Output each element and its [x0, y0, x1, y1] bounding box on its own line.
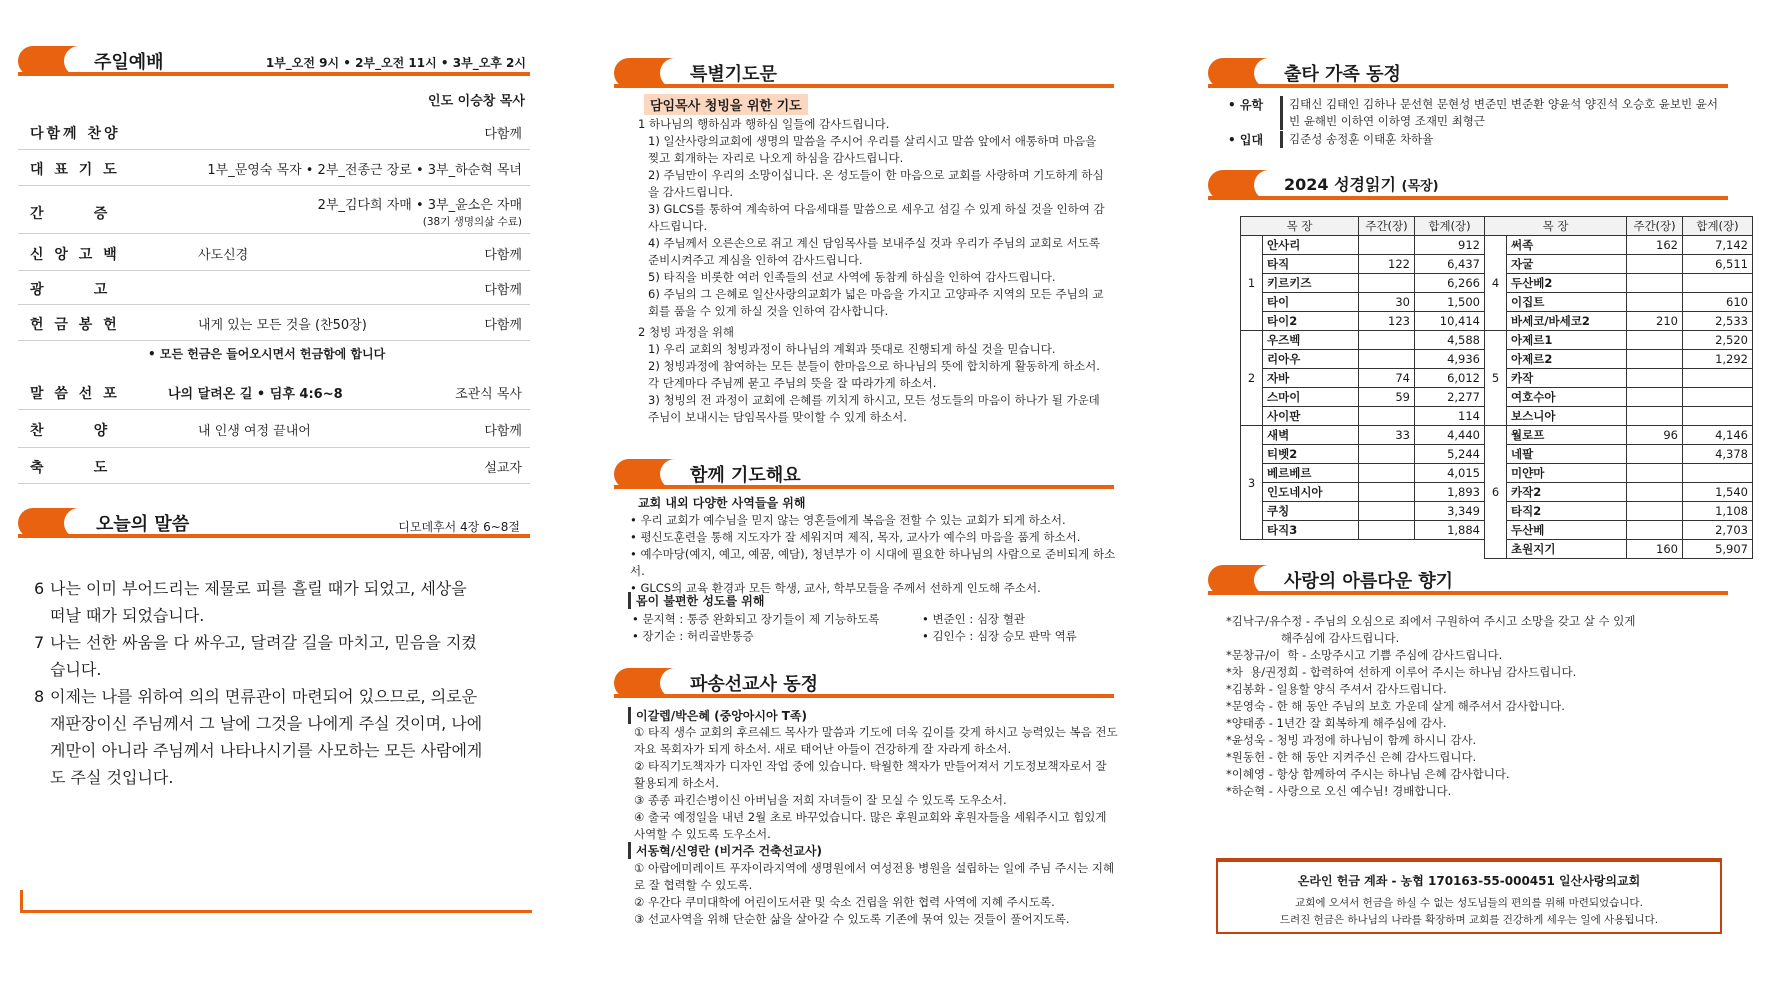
missionary-m2: 서동혁/신영란 (비거주 건축선교사) — [628, 842, 822, 859]
bible-weekly — [1627, 407, 1683, 426]
bible-mokjang: 카작 — [1507, 369, 1627, 388]
bible-mokjang: 새벽 — [1263, 426, 1359, 445]
worship-row-label: 간 증 — [30, 206, 111, 222]
bible-group: 4 — [1485, 236, 1507, 331]
bible-weekly — [1359, 502, 1415, 521]
bible-mokjang: 두산베 — [1507, 521, 1627, 540]
online-line1: 교회에 오셔서 헌금을 하실 수 없는 성도님들의 편의를 위해 마련되었습니다. — [1295, 897, 1643, 909]
prayer-item: 5) 타직을 비롯한 여러 인족들의 선교 사역에 동참케 하심을 인하여 감사드립니다. — [648, 270, 1056, 284]
worship-row-label: 신 앙 고 백 — [30, 246, 120, 263]
fragrance-item: *이혜영 - 항상 함께하여 주시는 하나님 은혜 감사합니다. — [1226, 767, 1510, 781]
missionary-item: ② 타직기도책자가 디자인 작업 중에 있습니다. 탁월한 책자가 만들어져서 기도정보책자로서 잘 활용되게 하소서. — [634, 759, 1107, 790]
bible-row — [1241, 426, 1485, 445]
bible-weekly — [1359, 274, 1415, 293]
bible-total — [1683, 407, 1753, 426]
bible-mokjang: 아제르2 — [1507, 350, 1627, 369]
bible-total: 4,440 — [1415, 426, 1485, 445]
today-word-ref: 디모데후서 4장 6~8절 — [398, 520, 520, 534]
bible-total: 1,893 — [1415, 483, 1485, 502]
online-line2: 드려진 헌금은 하나님의 나라를 확장하며 교회를 건강하게 세우는 일에 사용됩니다. — [1279, 914, 1659, 926]
worship-row-label: 광 고 — [30, 282, 111, 298]
bible-mokjang: 초원지기 — [1507, 540, 1627, 559]
bible-group: 2 — [1241, 331, 1263, 426]
bible-row — [1485, 312, 1753, 331]
bible-row — [1241, 331, 1485, 350]
verse-number: 8 — [34, 687, 45, 706]
family-army: 김준성 송정훈 이태훈 차하율 — [1280, 131, 1433, 148]
prayer-item: 4) 주님께서 오른손으로 쥐고 계신 담임목사를 보내주실 것과 우리가 주님의 교회로 서도록 준비시켜주고 계심을 인하여 감사드립니다. — [648, 236, 1100, 267]
pray-together-header — [614, 459, 1114, 489]
bible-weekly — [1627, 293, 1683, 312]
bible-weekly — [1627, 255, 1683, 274]
bible-row — [1241, 388, 1485, 407]
bible-table-right — [1484, 216, 1753, 559]
bible-mokjang: 리아우 — [1263, 350, 1359, 369]
fragrance-header — [1208, 565, 1728, 595]
missionary-item: ① 아랍에미레이트 푸자이라지역에 생명원에서 여성전용 병원을 설립하는 일에 주님 주시는 지혜로 잘 협력할 수 있도록. — [634, 861, 1115, 892]
missionary-item: ① 타직 생수 교회의 후르쉐드 목사가 말씀과 기도에 더욱 깊이를 갖게 하시고 능력있는 복음 전도자요 목회자가 되게 하소서. 새로 태어난 아들이 건강하게 잘 자라게 하소서. — [634, 725, 1118, 756]
verse-number: 6 — [34, 579, 45, 598]
missionary-item: ③ 선교사역을 위해 단순한 삶을 살아갈 수 있도록 기존에 묶여 있는 것들이 풀어지도록. — [634, 912, 1070, 926]
bible-total: 2,533 — [1683, 312, 1753, 331]
bible-total: 6,012 — [1415, 369, 1485, 388]
special-prayer-list2 — [648, 341, 1110, 426]
sick-member: • 김인수 : 심장 승모 판막 역류 — [922, 629, 1077, 643]
bible-weekly — [1359, 407, 1415, 426]
bible-weekly — [1359, 521, 1415, 540]
bible-total: 1,108 — [1683, 502, 1753, 521]
bible-row — [1485, 331, 1753, 350]
worship-row — [18, 271, 530, 305]
bible-mokjang: 베르베르 — [1263, 464, 1359, 483]
worship-header — [18, 46, 530, 76]
offering-note: • 모든 헌금은 들어오시면서 헌금함에 합니다 — [148, 347, 386, 361]
worship-row-right: 설교자 — [484, 461, 522, 476]
worship-row — [18, 448, 530, 484]
bible-mokjang: 자굴 — [1507, 255, 1627, 274]
bible-weekly: 162 — [1627, 236, 1683, 255]
bible-weekly — [1359, 445, 1415, 464]
bible-weekly: 160 — [1627, 540, 1683, 559]
worship-row — [18, 190, 530, 234]
bible-total: 4,146 — [1683, 426, 1753, 445]
family-abroad: 김태신 김태인 김하나 문선현 문현성 변준민 변준환 양윤석 양진석 오승호 윤보빈 윤서빈 윤해빈 이하연 이하영 조재민 최형근 — [1280, 96, 1720, 130]
bible-mokjang: 두산베2 — [1507, 274, 1627, 293]
bible-mokjang: 자바 — [1263, 369, 1359, 388]
bible-row — [1485, 274, 1753, 293]
prayer-item: 3) 청빙의 전 과정이 교회에 은혜를 끼치게 하시고, 모든 성도들의 마음이 하나가 될 가운데 주님이 보내시는 담임목사를 맞이할 수 있게 하소서. — [648, 393, 1100, 424]
bible-total: 5,244 — [1415, 445, 1485, 464]
bible-weekly — [1627, 369, 1683, 388]
prayer-item: 1) 우리 교회의 청빙과정이 하나님의 계획과 뜻대로 진행되게 하실 것을 믿습니다. — [648, 342, 1056, 356]
bible-total: 3,349 — [1415, 502, 1485, 521]
bible-weekly — [1359, 483, 1415, 502]
worship-row-detail: 1부_문영숙 목자 • 2부_전종근 장로 • 3부_하순혁 목녀 — [207, 163, 522, 178]
bible-row — [1241, 369, 1485, 388]
bible-group: 6 — [1485, 426, 1507, 559]
fragrance-item: *원동헌 - 한 해 동안 지켜주신 은혜 감사드립니다. — [1226, 750, 1477, 764]
sick-member: • 장기순 : 허리골반통증 — [632, 629, 754, 643]
bible-weekly — [1359, 464, 1415, 483]
bible-mokjang: 타직 — [1263, 255, 1359, 274]
bible-weekly — [1627, 502, 1683, 521]
bible-total: 2,520 — [1683, 331, 1753, 350]
online-box — [1216, 858, 1722, 934]
bible-weekly — [1359, 236, 1415, 255]
bible-weekly: 33 — [1359, 426, 1415, 445]
bible-table-left — [1240, 216, 1485, 540]
bible-row — [1241, 407, 1485, 426]
fragrance-item: *윤성욱 - 청빙 과정에 하나님이 함께 하시니 감사. — [1226, 733, 1477, 747]
bible-col-header: 주간(장) — [1359, 217, 1415, 236]
fragrance-title: 사랑의 아름다운 향기 — [1284, 571, 1454, 592]
bible-weekly — [1627, 388, 1683, 407]
bible-mokjang: 타직3 — [1263, 521, 1359, 540]
fragrance-item: *문창규/이 학 - 소망주시고 기쁨 주심에 감사드립니다. — [1226, 648, 1503, 662]
bible-row — [1241, 445, 1485, 464]
bible-row — [1241, 350, 1485, 369]
worship-row — [18, 410, 530, 448]
bible-mokjang: 타이 — [1263, 293, 1359, 312]
bible-total: 4,936 — [1415, 350, 1485, 369]
bible-row — [1241, 274, 1485, 293]
today-word-header — [18, 508, 530, 538]
bible-row — [1485, 407, 1753, 426]
worship-row-detail: 사도신경 — [198, 247, 249, 263]
today-word-title: 오늘의 말씀 — [96, 514, 190, 535]
worship-leader: 인도 이승창 목사 — [428, 94, 525, 109]
sick-member: • 문지혁 : 통증 완화되고 장기들이 제 기능하도록 — [632, 612, 880, 626]
online-title: 온라인 헌금 계좌 - 농협 170163-55-000451 일산사랑의교회 — [1297, 874, 1641, 888]
bible-total: 1,540 — [1683, 483, 1753, 502]
pray-h1: 교회 내외 다양한 사역들을 위해 — [638, 496, 806, 510]
fragrance-item: *문영숙 - 한 해 동안 주님의 보호 가운데 살게 해주셔서 감사합니다. — [1226, 699, 1565, 713]
bible-row — [1241, 293, 1485, 312]
bible-weekly: 74 — [1359, 369, 1415, 388]
bible-col-header: 목 장 — [1241, 217, 1359, 236]
worship-row-label: 다함께 찬양 — [30, 126, 121, 142]
special-prayer-list1 — [648, 133, 1110, 320]
bible-row — [1485, 426, 1753, 445]
worship-row — [18, 373, 530, 410]
bible-row — [1241, 483, 1485, 502]
bible-group: 1 — [1241, 236, 1263, 331]
bible-col-header: 주간(장) — [1627, 217, 1683, 236]
pray-item: • 우리 교회가 예수님을 믿지 않는 영혼들에게 복음을 전할 수 있는 교회가 되게 하소서. — [630, 513, 1066, 527]
bible-weekly — [1359, 350, 1415, 369]
bible-row — [1485, 521, 1753, 540]
fragrance-item: *양태종 - 1년간 잘 회복하게 해주심에 감사. — [1226, 716, 1447, 730]
bible-total: 114 — [1415, 407, 1485, 426]
special-prayer-subtitle: 담임목사 청빙을 위한 기도 — [644, 94, 808, 115]
bible-row — [1485, 236, 1753, 255]
missionary-m1: 이갈렙/박은혜 (중앙아시아 T족) — [628, 707, 807, 724]
bible-weekly: 210 — [1627, 312, 1683, 331]
bible-mokjang: 이집트 — [1507, 293, 1627, 312]
bible-row — [1241, 236, 1485, 255]
bible-total: 7,142 — [1683, 236, 1753, 255]
fragrance-list — [1226, 613, 1726, 800]
bible-total — [1683, 388, 1753, 407]
special-prayer-header — [614, 58, 1114, 88]
bible-total: 610 — [1683, 293, 1753, 312]
bible-weekly — [1627, 464, 1683, 483]
bible-weekly: 123 — [1359, 312, 1415, 331]
bible-title: 2024 성경읽기 (목장) — [1284, 175, 1439, 194]
pray-h2: 몸이 불편한 성도를 위해 — [628, 592, 764, 609]
worship-row-right: 다함께 — [484, 318, 522, 333]
bible-mokjang: 보스니아 — [1507, 407, 1627, 426]
prayer-item: 1) 일산사랑의교회에 생명의 말씀을 주시어 우리를 살리시고 말씀 앞에서 애통하며 마음을 찢고 회개하는 자리로 나오게 하심을 감사드립니다. — [648, 134, 1097, 165]
bible-total: 4,588 — [1415, 331, 1485, 350]
worship-row-detail: 2부_김다희 자매 • 3부_윤소은 자매 — [317, 198, 522, 213]
verse-text: 이제는 나를 위하여 의의 면류관이 마련되어 있으므로, 의로운 재판장이신 주님께서 그 날에 그것을 나에게 주실 것이며, 나에게만이 아니라 주님께서 나타나시기를 사모하는 모든 사람에게도 주실 것입니다. — [50, 687, 483, 787]
prayer-item: 2) 주님만이 우리의 소망이십니다. 온 성도들이 한 마음으로 교회를 사랑하며 기도하게 하심을 감사드립니다. — [648, 168, 1104, 199]
family-title: 출타 가족 동정 — [1284, 64, 1401, 85]
bible-mokjang: 카작2 — [1507, 483, 1627, 502]
verse-text: 나는 이미 부어드리는 제물로 피를 흘릴 때가 되었고, 세상을 떠날 때가 되었습니다. — [50, 579, 467, 625]
verse-number: 7 — [34, 633, 45, 652]
bible-col-header: 합계(장) — [1415, 217, 1485, 236]
worship-row-label: 말 씀 선 포 — [30, 385, 120, 402]
worship-row-note: (38기 생명의삶 수료) — [422, 216, 522, 228]
bible-total: 1,292 — [1683, 350, 1753, 369]
special-prayer-title: 특별기도문 — [690, 64, 777, 85]
bible-total: 1,884 — [1415, 521, 1485, 540]
bible-col-header: 목 장 — [1485, 217, 1627, 236]
bible-col-header: 합계(장) — [1683, 217, 1753, 236]
bible-weekly: 96 — [1627, 426, 1683, 445]
worship-title: 주일예배 — [94, 52, 164, 73]
verse — [34, 629, 484, 683]
bible-mokjang: 미얀마 — [1507, 464, 1627, 483]
worship-row-label: 찬 양 — [30, 423, 111, 439]
fragrance-item: *김봉화 - 일용할 양식 주셔서 감사드립니다. — [1226, 682, 1447, 696]
pray-list1 — [630, 512, 1120, 597]
bible-mokjang: 우즈벡 — [1263, 331, 1359, 350]
bible-total: 2,277 — [1415, 388, 1485, 407]
corner-mark — [20, 890, 23, 912]
bible-row — [1485, 445, 1753, 464]
bible-mokjang: 인도네시아 — [1263, 483, 1359, 502]
prayer-item: 6) 주님의 그 은혜로 일산사랑의교회가 넓은 마음을 가지고 고양파주 지역의 모든 주님의 교회를 품을 수 있게 하실 것을 인하여 감사합니다. — [648, 287, 1104, 318]
pray-item: • 예수마당(예지, 예고, 예꿈, 예담), 청년부가 이 시대에 필요한 하나님의 사람으로 준비되게 하소서. — [630, 547, 1116, 578]
worship-row-detail: 내 인생 여정 끝내어 — [198, 424, 311, 439]
bible-total: 4,015 — [1415, 464, 1485, 483]
bible-total: 5,907 — [1683, 540, 1753, 559]
missionary-title: 파송선교사 동정 — [690, 674, 818, 695]
bible-weekly: 59 — [1359, 388, 1415, 407]
bible-weekly — [1627, 483, 1683, 502]
sick-member: • 변준인 : 심장 혈관 — [922, 612, 1026, 626]
bible-header — [1208, 170, 1728, 200]
missionary-item: ③ 종종 파킨슨병이신 아버님을 저희 자녀들이 잘 모실 수 있도록 도우소서. — [634, 793, 1007, 807]
bible-row — [1485, 350, 1753, 369]
corner-line — [20, 910, 532, 913]
fragrance-item: *김낙구/유수정 - 주님의 오심으로 죄에서 구원하여 주시고 소망을 갖고 살 수 있게 — [1226, 614, 1636, 628]
bible-group: 5 — [1485, 331, 1507, 426]
bible-weekly — [1627, 445, 1683, 464]
missionary-header — [614, 668, 1114, 698]
bible-mokjang: 네팔 — [1507, 445, 1627, 464]
worship-row-label: 축 도 — [30, 460, 111, 476]
missionary-list1 — [634, 724, 1118, 843]
bible-row — [1241, 521, 1485, 540]
bible-total: 6,437 — [1415, 255, 1485, 274]
fragrance-item: 해주심에 감사드립니다. — [1226, 631, 1400, 645]
worship-row — [18, 305, 530, 341]
bible-weekly — [1627, 350, 1683, 369]
family-abroad-label: • 유학 — [1228, 98, 1264, 112]
bible-total: 912 — [1415, 236, 1485, 255]
family-army-label: • 입대 — [1228, 133, 1264, 147]
missionary-item: ④ 출국 예정일을 내년 2월 초로 바꾸었습니다. 많은 후원교회와 후원자들을 세워주시고 힘있게 사역할 수 있도록 도우소서. — [634, 810, 1107, 841]
verse — [34, 575, 484, 629]
pray-together-title: 함께 기도해요 — [690, 465, 801, 486]
bible-mokjang: 아제르1 — [1507, 331, 1627, 350]
bible-total: 1,500 — [1415, 293, 1485, 312]
bible-mokjang: 월로프 — [1507, 426, 1627, 445]
worship-times: 1부_오전 9시 • 2부_오전 11시 • 3부_오후 2시 — [265, 56, 526, 70]
bible-mokjang: 쿠칭 — [1263, 502, 1359, 521]
bible-mokjang: 스마이 — [1263, 388, 1359, 407]
missionary-list2 — [634, 860, 1118, 928]
bible-row — [1485, 369, 1753, 388]
bible-group: 3 — [1241, 426, 1263, 540]
bible-mokjang: 사이판 — [1263, 407, 1359, 426]
bible-mokjang: 여호수아 — [1507, 388, 1627, 407]
pray-item: • GLCS의 교육 환경과 모든 학생, 교사, 학부모들을 주께서 선하게 인도해 주소서. — [630, 581, 1041, 595]
bible-total — [1683, 274, 1753, 293]
bible-row — [1241, 312, 1485, 331]
pray-list2 — [632, 611, 1112, 645]
worship-row-right: 다함께 — [484, 424, 522, 439]
bible-weekly — [1627, 521, 1683, 540]
pray-item: • 평신도훈련을 통해 지도자가 잘 세워지며 제직, 목자, 교사가 예수의 마음을 품게 하소서. — [630, 530, 1081, 544]
worship-row-right: 다함께 — [484, 283, 522, 298]
bible-mokjang: 키르키즈 — [1263, 274, 1359, 293]
bible-row — [1485, 388, 1753, 407]
bible-weekly: 122 — [1359, 255, 1415, 274]
bible-row — [1241, 464, 1485, 483]
bible-weekly — [1627, 331, 1683, 350]
worship-row-label: 헌 금 봉 헌 — [30, 317, 120, 333]
bible-weekly: 30 — [1359, 293, 1415, 312]
family-header — [1208, 58, 1728, 88]
bible-mokjang: 타직2 — [1507, 502, 1627, 521]
worship-row-detail: 나의 달려온 길 • 딤후 4:6~8 — [168, 386, 343, 402]
bible-total — [1683, 369, 1753, 388]
prayer-item: 3) GLCS를 통하여 계속하여 다음세대를 말씀으로 세우고 섬길 수 있게 하실 것을 인하여 감사드립니다. — [648, 202, 1105, 233]
bible-mokjang: 써족 — [1507, 236, 1627, 255]
bible-total: 6,511 — [1683, 255, 1753, 274]
bible-total: 4,378 — [1683, 445, 1753, 464]
bible-row — [1485, 540, 1753, 559]
verse — [34, 683, 484, 791]
bible-mokjang: 바세코/바세코2 — [1507, 312, 1627, 331]
worship-row-label: 대 표 기 도 — [30, 162, 120, 178]
bible-row — [1241, 502, 1485, 521]
missionary-item: ② 우간다 쿠미대학에 어린이도서관 및 숙소 건립을 위한 협력 사역에 지혜 주시도록. — [634, 895, 1055, 909]
fragrance-item: *차 용/권정희 - 합력하여 선하게 이루어 주시는 하나님 감사드립니다. — [1226, 665, 1577, 679]
bible-row — [1241, 255, 1485, 274]
worship-row — [18, 150, 530, 186]
bible-total: 10,414 — [1415, 312, 1485, 331]
bible-row — [1485, 293, 1753, 312]
worship-row-right: 다함께 — [484, 127, 522, 142]
prayer-item: 2) 청빙과정에 참여하는 모든 분들이 한마음으로 하나님의 뜻에 합치하게 활동하게 하소서. 각 단계마다 주님께 묻고 주님의 뜻을 잘 따라가게 하소서. — [648, 359, 1100, 390]
verse-list — [34, 575, 484, 791]
bible-row — [1485, 255, 1753, 274]
special-prayer-s2: 2 청빙 과정을 위해 — [638, 325, 735, 339]
worship-row-right: 조관식 목사 — [455, 386, 522, 402]
worship-row-right: 다함께 — [484, 247, 522, 263]
worship-row — [18, 114, 530, 150]
bible-row — [1485, 464, 1753, 483]
fragrance-item: *하순혁 - 사랑으로 오신 예수님! 경배합니다. — [1226, 784, 1452, 798]
bible-row — [1485, 502, 1753, 521]
bible-weekly — [1627, 274, 1683, 293]
worship-row-detail: 내게 있는 모든 것을 (찬50장) — [198, 318, 367, 333]
bible-total: 6,266 — [1415, 274, 1485, 293]
bible-weekly — [1359, 331, 1415, 350]
bible-mokjang: 티벳2 — [1263, 445, 1359, 464]
bible-mokjang: 안사리 — [1263, 236, 1359, 255]
worship-row — [18, 234, 530, 271]
special-prayer-s1: 1 하나님의 행하심과 행하심 일들에 감사드립니다. — [638, 117, 890, 131]
bible-total — [1683, 464, 1753, 483]
bible-mokjang: 타이2 — [1263, 312, 1359, 331]
bible-total: 2,703 — [1683, 521, 1753, 540]
bible-row — [1485, 483, 1753, 502]
verse-text: 나는 선한 싸움을 다 싸우고, 달려갈 길을 마치고, 믿음을 지켰습니다. — [50, 633, 477, 679]
